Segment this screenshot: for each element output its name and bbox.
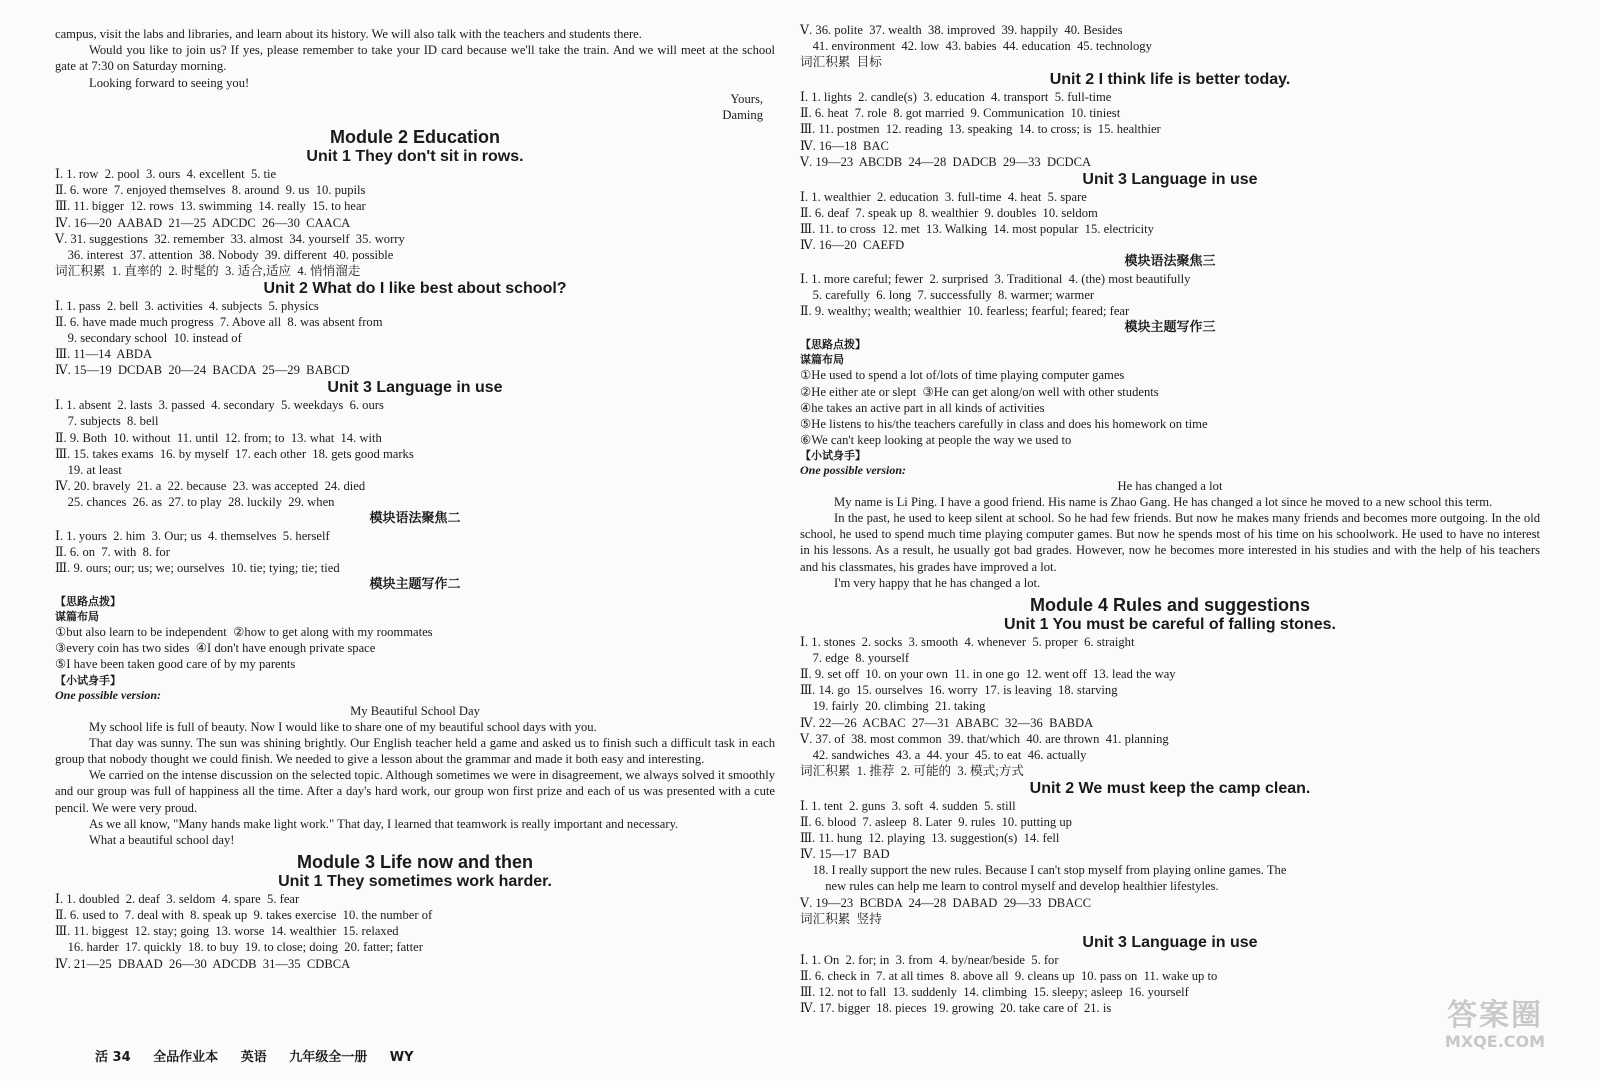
essay-body	[55, 719, 775, 849]
answer-block	[800, 634, 1540, 779]
letter-paragraph: campus, visit the labs and libraries, and learn about its history. We will also talk with the teachers and students there.	[55, 27, 642, 41]
answer-block	[55, 298, 775, 378]
answer-line: Ⅰ. 1. stones 2. socks 3. smooth 4. whenever 5. proper 6. straight	[800, 635, 1135, 650]
answer-block	[800, 89, 1540, 169]
answer-line: Ⅳ. 15—17 BAD	[800, 847, 890, 862]
answer-line: 9. secondary school 10. instead of	[55, 331, 242, 346]
answer-line: Ⅲ. 11. postmen 12. reading 13. speaking 14. to cross; is 15. healthier	[800, 122, 1161, 137]
letter-signature: Daming	[722, 108, 763, 123]
letter-sign-off: Yours,	[730, 91, 763, 106]
unit-title: Unit 3 Language in use	[327, 379, 503, 397]
answer-line: Ⅱ. 9. Both 10. without 11. until 12. from; to 13. what 14. with	[55, 430, 382, 445]
answer-line: Ⅴ. 19—23 BCBDA 24—28 DABAD 29—33 DBACC	[800, 895, 1092, 910]
answer-line: Ⅰ. 1. wealthier 2. education 3. full-time 4. heat 5. spare	[800, 189, 1087, 204]
vocab-line: 词汇积累 1. 推荐 2. 可能的 3. 模式;方式	[800, 763, 1024, 778]
right-column	[800, 22, 1540, 1081]
answer-line: Ⅱ. 6. check in 7. at all times 8. above all 9. cleans up 10. pass on 11. wake up to	[800, 968, 1218, 983]
letter-paragraph: Would you like to join us? If yes, please remember to take your ID card because we'll take the train. And we will meet at the school gate at 7:30 on Saturday morning.	[55, 43, 775, 74]
answer-line: 25. chances 26. as 27. to play 28. luckily 29. when	[55, 494, 335, 509]
answer-block	[800, 271, 1540, 319]
writing-point: ⑥We can't keep looking at people the way we used to	[800, 432, 1072, 447]
answer-line: Ⅱ. 6. on 7. with 8. for	[55, 545, 170, 560]
writing-point: ②He either ate or slept ③He can get along/on well with other students	[800, 384, 1159, 399]
essay-paragraph: I'm very happy that he has changed a lot.	[834, 575, 1041, 590]
answer-line: 19. at least	[55, 462, 122, 477]
module-title: Module 4 Rules and suggestions	[1029, 595, 1311, 616]
answer-line: Ⅲ. 11. hung 12. playing 13. suggestion(s) 14. fell	[800, 831, 1060, 846]
writing-point: ⑤I have been taken good care of by my parents	[55, 657, 296, 672]
writing-points	[800, 367, 1540, 447]
answer-line: Ⅳ. 16—20 CAEFD	[800, 238, 905, 253]
answer-line: 18. I really support the new rules. Because I can't stop myself from playing online games. The	[800, 863, 1287, 878]
answer-line: Ⅰ. 1. more careful; fewer 2. surprised 3. Traditional 4. (the) most beautifully	[800, 272, 1191, 287]
writing-points	[55, 624, 775, 672]
answer-line: Ⅲ. 11. biggest 12. stay; going 13. worse 14. wealthier 15. relaxed	[55, 924, 399, 939]
essay-paragraph: We carried on the intense discussion on the selected topic. Although sometimes we were in disagreement, we always solved it smoothly and our group was full of happiness all the time. After a day's hard work, our group won first prize and each of us was presented with a cute pencil. We were very proud.	[55, 768, 775, 815]
essay-body	[800, 494, 1540, 591]
answer-line: Ⅰ. 1. row 2. pool 3. ours 4. excellent 5. tie	[55, 167, 277, 182]
answer-line: Ⅴ. 19—23 ABCDB 24—28 DADCB 29—33 DCDCA	[800, 154, 1092, 169]
answer-line: Ⅲ. 11. to cross 12. met 13. Walking 14. most popular 15. electricity	[800, 221, 1154, 236]
writing-point: ④he takes an active part in all kinds of activities	[800, 400, 1045, 415]
answer-line: 41. environment 42. low 43. babies 44. education 45. technology	[800, 39, 1152, 54]
answer-line: Ⅰ. 1. doubled 2. deaf 3. seldom 4. spare 5. fear	[55, 892, 300, 907]
answer-line: Ⅰ. 1. absent 2. lasts 3. passed 4. secondary 5. weekdays 6. ours	[55, 398, 384, 413]
answer-line: 36. interest 37. attention 38. Nobody 39. different 40. possible	[55, 247, 394, 262]
answer-line: new rules can help me learn to control myself and develop healthier lifestyles.	[800, 879, 1219, 894]
grade-name: 九年级全一册	[289, 1050, 368, 1065]
module-title: Module 2 Education	[329, 127, 500, 148]
site-watermark	[1430, 999, 1560, 1059]
answer-line: Ⅲ. 14. go 15. ourselves 16. worry 17. is leaving 18. starving	[800, 683, 1118, 698]
unit-title: Unit 2 I think life is better today.	[1049, 71, 1291, 89]
answer-line: 7. edge 8. yourself	[800, 651, 910, 666]
unit-title: Unit 2 What do I like best about school?	[263, 279, 567, 297]
essay-paragraph: As we all know, "Many hands make light work." That day, I learned that teamwork is really important and necessary.	[89, 816, 679, 831]
answer-line: 42. sandwiches 43. a 44. your 45. to eat 46. actually	[800, 747, 1087, 762]
module-title: Module 3 Life now and then	[297, 852, 533, 873]
letter-paragraph: Looking forward to seeing you!	[89, 75, 250, 90]
answer-line: 19. fairly 20. climbing 21. taking	[800, 699, 986, 714]
subject-name: 英语	[240, 1050, 267, 1065]
answer-block	[55, 397, 775, 510]
essay-title: My Beautiful School Day	[350, 703, 480, 718]
answer-line: Ⅱ. 9. set off 10. on your own 11. in one go 12. went off 13. lead the way	[800, 667, 1176, 682]
page-footer	[95, 1046, 432, 1065]
answer-line: 7. subjects 8. bell	[55, 414, 159, 429]
tips-heading: 【思路点拨】	[800, 338, 866, 352]
try-heading: 【小试身手】	[800, 448, 866, 462]
version-heading: One possible version:	[55, 687, 161, 702]
answer-block	[55, 528, 775, 576]
layout-heading: 谋篇布局	[800, 353, 844, 367]
vocab-line: 词汇积累 1. 直率的 2. 时髦的 3. 适合,适应 4. 悄悄溜走	[55, 263, 361, 278]
answer-line: Ⅱ. 6. used to 7. deal with 8. speak up 9. takes exercise 10. the number of	[55, 908, 433, 923]
answer-block	[800, 952, 1540, 1016]
answer-line: Ⅳ. 15—19 DCDAB 20—24 BACDA 25—29 BABCD	[55, 363, 350, 378]
answer-line: Ⅴ. 37. of 38. most common 39. that/which 40. are thrown 41. planning	[800, 731, 1169, 746]
edition-name: WY	[389, 1050, 414, 1065]
answer-line: Ⅴ. 31. suggestions 32. remember 33. almost 34. yourself 35. worry	[55, 231, 405, 246]
answer-line: Ⅴ. 36. polite 37. wealth 38. improved 39. happily 40. Besides	[800, 23, 1123, 37]
essay-paragraph: What a beautiful school day!	[89, 832, 235, 847]
book-name: 全品作业本	[153, 1050, 219, 1065]
essay-paragraph: My school life is full of beauty. Now I would like to share one of my beautiful school days with you.	[89, 719, 597, 734]
answer-line: Ⅱ. 6. have made much progress 7. Above all 8. was absent from	[55, 314, 383, 329]
unit-title: Unit 3 Language in use	[1082, 170, 1258, 188]
answer-line: Ⅲ. 9. ours; our; us; we; ourselves 10. tie; tying; tie; tied	[55, 561, 340, 576]
answer-line: Ⅳ. 16—20 AABAD 21—25 ADCDC 26—30 CAACA	[55, 215, 351, 230]
answer-block	[55, 891, 775, 971]
answer-line: Ⅱ. 6. wore 7. enjoyed themselves 8. around 9. us 10. pupils	[55, 183, 366, 198]
answer-block	[800, 189, 1540, 253]
essay-title: He has changed a lot	[1117, 478, 1223, 493]
left-column	[55, 26, 775, 1081]
answer-line: Ⅲ. 11. bigger 12. rows 13. swimming 14. really 15. to hear	[55, 199, 366, 214]
answer-line: 5. carefully 6. long 7. successfully 8. warmer; warmer	[800, 288, 1095, 303]
answer-line: Ⅳ. 16—18 BAC	[800, 138, 889, 153]
layout-heading: 谋篇布局	[55, 610, 99, 624]
watermark-en: MXQE.COM	[1444, 1032, 1546, 1051]
answer-line: Ⅰ. 1. pass 2. bell 3. activities 4. subjects 5. physics	[55, 298, 319, 313]
answer-line: Ⅳ. 21—25 DBAAD 26—30 ADCDB 31—35 CDBCA	[55, 956, 351, 971]
answer-line: Ⅲ. 15. takes exams 16. by myself 17. each other 18. gets good marks	[55, 446, 414, 461]
answer-line: Ⅱ. 6. heat 7. role 8. got married 9. Communication 10. tiniest	[800, 106, 1121, 121]
writing-point: ③every coin has two sides ④I don't have enough private space	[55, 641, 376, 656]
watermark-cn: 答案圈	[1447, 998, 1543, 1033]
unit-title: Unit 1 They sometimes work harder.	[278, 873, 552, 891]
answer-block	[55, 166, 775, 279]
answer-line: Ⅳ. 17. bigger 18. pieces 19. growing 20. take care of 21. is	[800, 1000, 1112, 1015]
page-number: 活 34	[95, 1050, 131, 1065]
unit-title: Unit 1 They don't sit in rows.	[306, 148, 524, 166]
answer-line: Ⅲ. 12. not to fall 13. suddenly 14. climbing 15. sleepy; asleep 16. yourself	[800, 984, 1189, 999]
vocab-line: 词汇积累 目标	[800, 55, 882, 70]
try-heading: 【小试身手】	[55, 673, 121, 687]
writing-point: ①He used to spend a lot of/lots of time playing computer games	[800, 368, 1125, 383]
answer-line: Ⅱ. 6. blood 7. asleep 8. Later 9. rules 10. putting up	[800, 815, 1072, 830]
essay-paragraph: My name is Li Ping. I have a good friend. His name is Zhao Gang. He has changed a lot since he moved to a new school this term.	[834, 494, 1493, 509]
answer-block	[800, 22, 1540, 70]
answer-line: Ⅰ. 1. yours 2. him 3. Our; us 4. themselves 5. herself	[55, 529, 330, 543]
writing-title: 模块主题写作二	[369, 577, 461, 593]
answer-line: Ⅰ. 1. tent 2. guns 3. soft 4. sudden 5. still	[800, 798, 1016, 813]
writing-title: 模块主题写作三	[1124, 320, 1216, 336]
essay-paragraph: In the past, he used to keep silent at school. So he had few friends. But now he makes many friends and becomes more outgoing. In the old school, he used to spend much time playing computer games. But now he spends most of his time on his schoolwork. He used to have no interest in his lessons. As a result, he usually got bad grades. However, now he becomes more interested in his studies and with the help of his teachers and his classmates, his grades have improved a lot.	[800, 511, 1540, 574]
answer-line: 16. harder 17. quickly 18. to buy 19. to close; doing 20. fatter; fatter	[55, 940, 423, 955]
writing-point: ⑤He listens to his/the teachers carefully in class and does his homework on time	[800, 416, 1208, 431]
answer-line: Ⅱ. 9. wealthy; wealth; wealthier 10. fearless; fearful; feared; fear	[800, 304, 1130, 319]
answer-line: Ⅰ. 1. lights 2. candle(s) 3. education 4. transport 5. full-time	[800, 90, 1112, 105]
answer-line: Ⅲ. 11—14 ABDA	[55, 347, 153, 362]
vocab-line: 词汇积累 竖持	[800, 911, 882, 926]
writing-point: ①but also learn to be independent ②how to get along with my roommates	[55, 625, 433, 640]
answer-line: Ⅳ. 20. bravely 21. a 22. because 23. was accepted 24. died	[55, 478, 366, 493]
essay-paragraph: That day was sunny. The sun was shining brightly. Our English teacher held a game and asked us to finish such a difficult task in each group that nobody thought we could finish. We needed to give a lesson about the grammar and made it both easy and interesting.	[55, 735, 775, 766]
unit-title: Unit 2 We must keep the camp clean.	[1029, 779, 1311, 797]
answer-line: Ⅱ. 6. deaf 7. speak up 8. wealthier 9. doubles 10. seldom	[800, 205, 1098, 220]
version-heading: One possible version:	[800, 462, 906, 477]
tips-heading: 【思路点拨】	[55, 595, 121, 609]
answer-block	[800, 798, 1540, 927]
unit-title: Unit 1 You must be careful of falling stones.	[1004, 616, 1336, 634]
unit-title: Unit 3 Language in use	[1082, 933, 1258, 951]
grammar-title: 模块语法聚焦三	[1124, 254, 1216, 270]
answer-line: Ⅳ. 22—26 ACBAC 27—31 ABABC 32—36 BABDA	[800, 715, 1094, 730]
answer-line: Ⅰ. 1. On 2. for; in 3. from 4. by/near/beside 5. for	[800, 952, 1059, 967]
grammar-title: 模块语法聚焦二	[369, 511, 461, 526]
